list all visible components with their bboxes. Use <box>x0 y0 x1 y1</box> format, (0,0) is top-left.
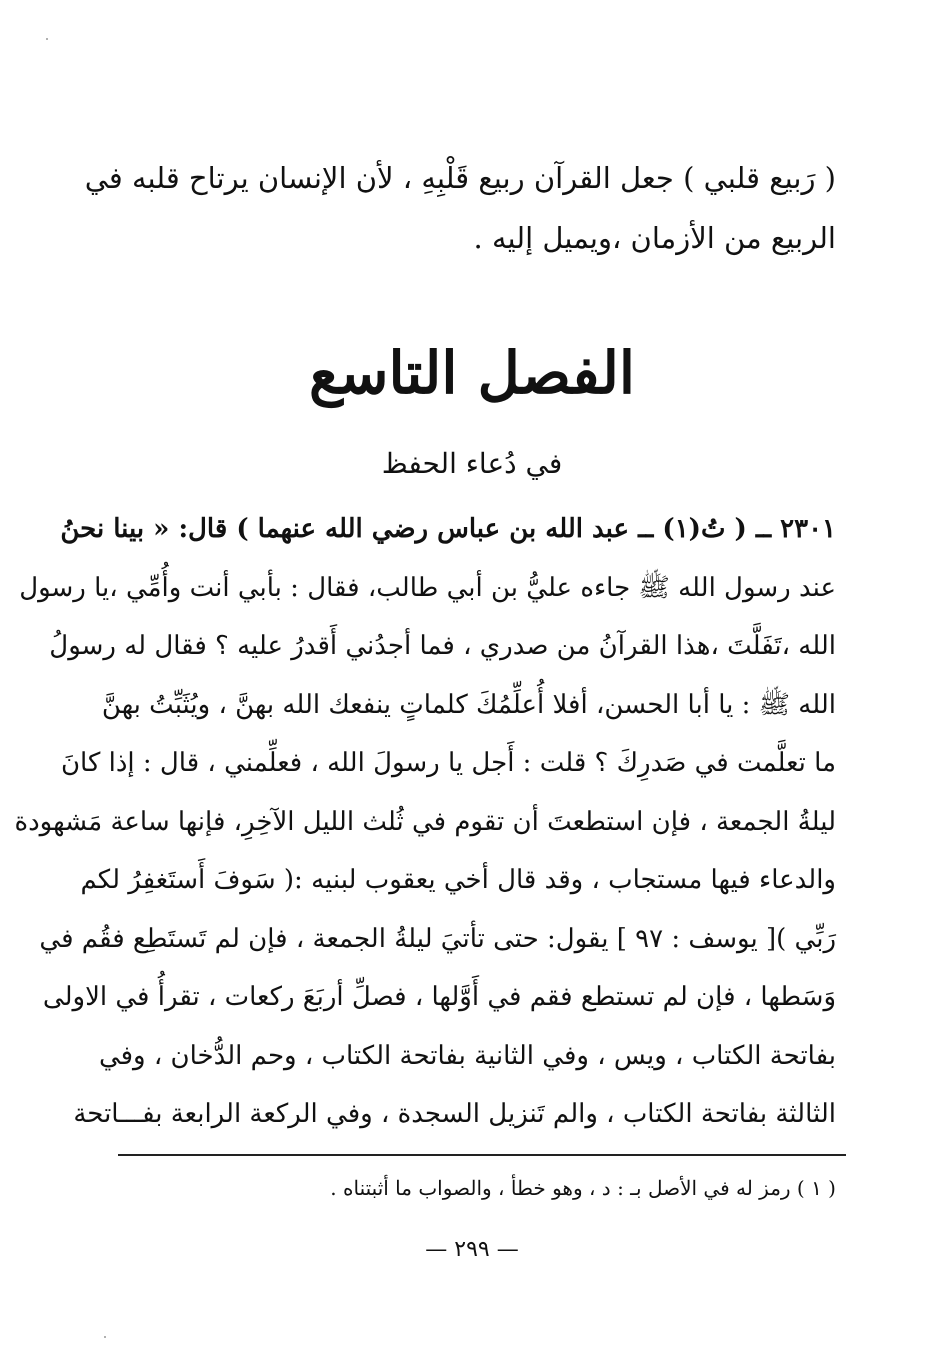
intro-line: ( رَبيع قلبي ) جعل القرآن ربيع قَلْبِهِ ، لأن الإنسان يرتاح قلبه في <box>84 161 836 195</box>
hadith-line: الله ﷺ : يا أبا الحسن، أفلا أُعلِّمُكَ كلماتٍ ينفعك الله بهنَّ ، ويُثَبِّتُ بهنَّ <box>101 689 836 720</box>
hadith-line: ليلةُ الجمعة ، فإن استطعتَ أن تقوم في ثُلث الليل الآخِرِ، فإنها ساعة مَشهودة <box>14 806 836 837</box>
hadith-line: بفاتحة الكتاب ، ويس ، وفي الثانية بفاتحة الكتاب ، وحم الدُّخان ، وفي <box>98 1040 836 1071</box>
chapter-title: الفصل التاسع <box>309 339 635 407</box>
hadith-line: عند رسول الله ﷺ جاءه عليُّ بن أبي طالب، فقال : بأبي أنت وأُمِّي ،يا رسول <box>19 572 836 603</box>
hadith-line: والدعاء فيها مستجاب ، وقد قال أخي يعقوب لبنيه :( سَوفَ أَستَغفِرُ لكم <box>80 865 836 895</box>
footnote-divider <box>118 1154 846 1156</box>
chapter-subtitle: في دُعاء الحفظ <box>381 447 563 480</box>
page-number: — ٢٩٩ — <box>425 1237 519 1262</box>
hadith-line: الثالثة بفاتحة الكتاب ، والم تَنزيل السجدة ، وفي الركعة الرابعة بفـــاتحة <box>73 1099 836 1129</box>
footnote: ( ١ ) رمز له في الأصل بـ : د ، وهو خطأ ، والصواب ما أثبتناه . <box>330 1176 836 1200</box>
hadith-text <box>14 500 836 1144</box>
scan-speck <box>104 1336 106 1338</box>
intro-line: الربيع من الأزمان ،ويميل إليه . <box>473 221 836 255</box>
hadith-line: ٢٣٠١ ــ ( تُ(١) ــ عبد الله بن عباس رضي الله عنهما ) قال: « بينا نحنُ <box>60 514 836 544</box>
hadith-line: ما تعلَّمت في صَدرِكَ ؟ قلت : أَجل يا رسولَ الله ، فعلِّمني ، قال : إذا كانَ <box>60 748 836 778</box>
intro-paragraph <box>84 148 836 268</box>
hadith-line: رَبِّي )[ يوسف : ٩٧ ] يقول: حتى تأتيَ ليلةُ الجمعة ، فإن لم تَستَطِع فقُم في <box>39 923 836 954</box>
hadith-line: وَسَطها ، فإن لم تستطع فقم في أَوَّلها ، فصلِّ أربَعَ ركعات ، تقرأُ في الاولى <box>42 982 836 1012</box>
scan-speck <box>46 38 48 40</box>
hadith-line: الله ،تَفَلَّتَ ،هذا القرآنُ من صدري ، فما أجدُني أَقدرُ عليه ؟ فقال له رسولُ <box>49 631 836 661</box>
